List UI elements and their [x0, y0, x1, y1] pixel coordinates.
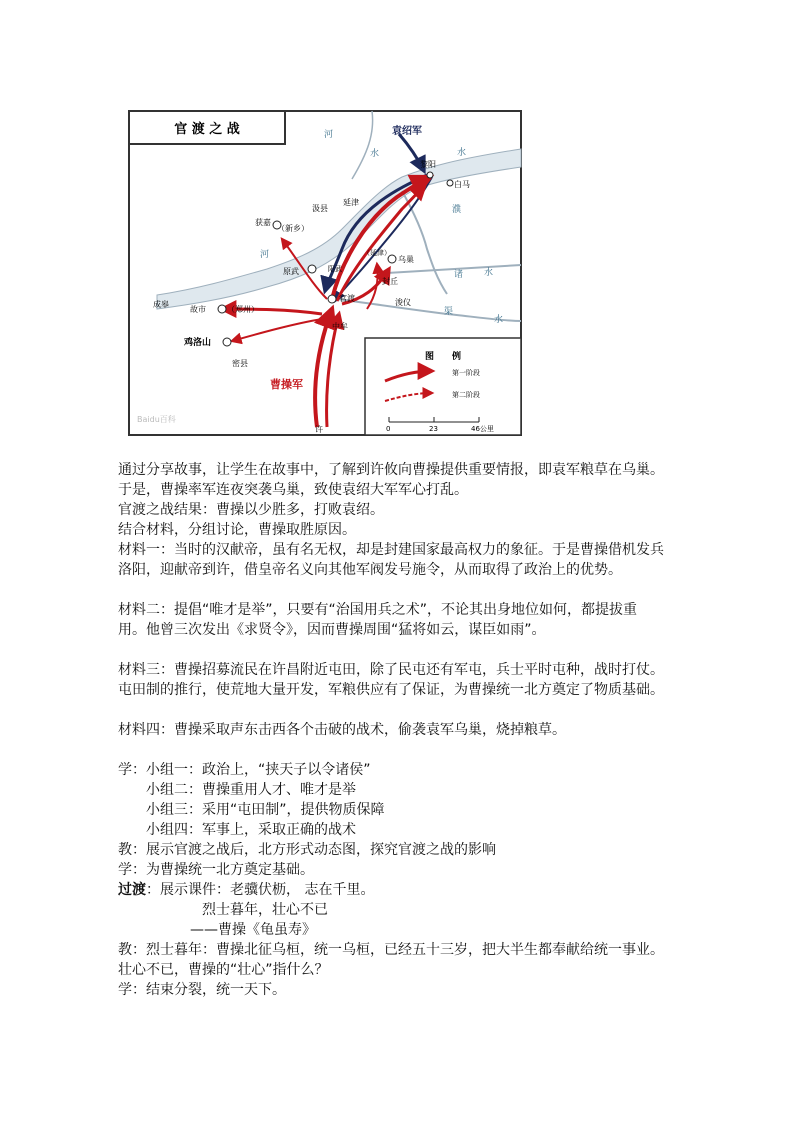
- paragraph: 教：展示官渡之战后，北方形式动态图，探究官渡之战的影响: [118, 842, 496, 858]
- paragraph: 学：为曹操统一北方奠定基础。: [118, 862, 314, 878]
- place-label: 鸡洛山: [184, 338, 212, 348]
- city-marker: [328, 295, 336, 303]
- paragraph: 材料三：曹操招募流民在许昌附近屯田，除了民屯还有军屯，兵士平时屯种，战时打仗。: [118, 662, 664, 678]
- place-label: （延津）: [363, 249, 391, 257]
- river-label: 濮: [452, 205, 462, 215]
- watermark: Baidu百科: [137, 415, 176, 424]
- paragraph: 教：烈士暮年：曹操北征乌桓，统一乌桓，已经五十三岁，把大半生都奉献给统一事业。: [118, 942, 664, 958]
- place-label: 乌巢: [398, 255, 414, 264]
- place-label: 获嘉: [255, 218, 271, 227]
- river-label: 水: [484, 268, 494, 278]
- place-label: 浚仪: [395, 298, 411, 307]
- place-label: 汲县: [312, 204, 328, 213]
- city-marker: [218, 305, 226, 313]
- river-label: 诸: [454, 270, 464, 280]
- legend-title: 图 例: [424, 352, 462, 362]
- place-label: 成皋: [153, 300, 169, 309]
- paragraph: 结合材料，分组讨论，曹操取胜原因。: [118, 522, 356, 538]
- paragraph: 小组二：曹操重用人才、唯才是举: [146, 782, 356, 798]
- paragraph: 壮心不已，曹操的“壮心”指什么？: [118, 962, 329, 978]
- paragraph: 小组三：采用“屯田制”，提供物质保障: [146, 802, 385, 818]
- place-label: 密县: [232, 359, 248, 368]
- paragraph: 官渡之战结果：曹操以少胜多，打败袁绍。: [118, 502, 384, 518]
- lesson-text: [118, 460, 688, 1000]
- scale-label: 0: [386, 425, 391, 433]
- battle-map: [127, 109, 530, 438]
- river-label: 水: [370, 149, 380, 159]
- paragraph: 屯田制的推行，使荒地大量开发，军粮供应有了保证，为曹操统一北方奠定了物质基础。: [118, 682, 664, 698]
- paragraph: 通过分享故事，让学生在故事中，了解到许攸向曹操提供重要情报，即袁军粮草在乌巢。: [118, 462, 664, 478]
- map-title: 官 渡 之 战: [174, 122, 240, 137]
- map-svg: [127, 109, 530, 438]
- cao-army-label: 曹操军: [270, 378, 303, 391]
- transition-label: 过渡: [118, 882, 146, 898]
- paragraph: 材料一：当时的汉献帝，虽有名无权，却是封建国家最高权力的象征。于是曹操借机发兵: [118, 542, 664, 558]
- legend-stage1-label: 第一阶段: [452, 369, 480, 377]
- river-label: 河: [260, 250, 270, 260]
- place-label: 官渡: [339, 294, 355, 303]
- place-label: 阳武: [328, 265, 342, 273]
- place-label: 许: [315, 425, 323, 434]
- city-marker: [308, 265, 316, 273]
- river-label: 水: [494, 315, 504, 325]
- place-label: （新乡）: [277, 224, 309, 233]
- paragraph: 学：小组一：政治上，“挟天子以令诸侯”: [118, 762, 371, 778]
- paragraph: 小组四：军事上，采取正确的战术: [146, 822, 356, 838]
- paragraph: 于是，曹操率军连夜突袭乌巢，致使袁绍大军军心打乱。: [118, 482, 468, 498]
- place-label: 中牟: [332, 322, 348, 331]
- place-label: 延津: [343, 198, 359, 207]
- paragraph: 学：结束分裂，统一天下。: [118, 982, 286, 998]
- place-label: 封丘: [382, 277, 398, 286]
- place-label: 白马: [454, 180, 470, 189]
- city-marker: [427, 172, 433, 178]
- place-label: 黎阳: [420, 160, 436, 169]
- paragraph: 材料二：提倡“唯才是举”，只要有“治国用兵之术”，不论其出身地位如何，都提拔重: [118, 602, 638, 618]
- scale-label: 46公里: [471, 425, 494, 433]
- legend-stage2-label: 第二阶段: [452, 391, 480, 399]
- paragraph: 材料四：曹操采取声东击西各个击破的战术，偷袭袁军乌巢，烧掉粮草。: [118, 722, 566, 738]
- paragraph: 烈士暮年，壮心不已: [202, 902, 328, 918]
- place-label: 原武: [283, 267, 299, 276]
- city-marker: [447, 180, 453, 186]
- yuan-army-label: 袁绍军: [392, 126, 422, 137]
- place-label: 故市: [190, 305, 206, 314]
- paragraph: 用。他曾三次发出《求贤令》，因而曹操周围“猛将如云，谋臣如雨”。: [118, 622, 546, 638]
- scale-label: 23: [429, 425, 438, 433]
- river-label: 渠: [444, 307, 454, 317]
- transition-text: ：展示课件：老骥伏枥， 志在千里。: [146, 882, 375, 898]
- paragraph: [118, 880, 688, 900]
- city-marker: [223, 338, 231, 346]
- river-label: 水: [457, 148, 467, 158]
- paragraph: 洛阳，迎献帝到许，借皇帝名义向其他军阀发号施令，从而取得了政治上的优势。: [118, 562, 622, 578]
- place-label: （郑州）: [227, 305, 259, 314]
- paragraph: ——曹操《龟虽寿》: [190, 922, 316, 938]
- river-label: 河: [324, 130, 334, 140]
